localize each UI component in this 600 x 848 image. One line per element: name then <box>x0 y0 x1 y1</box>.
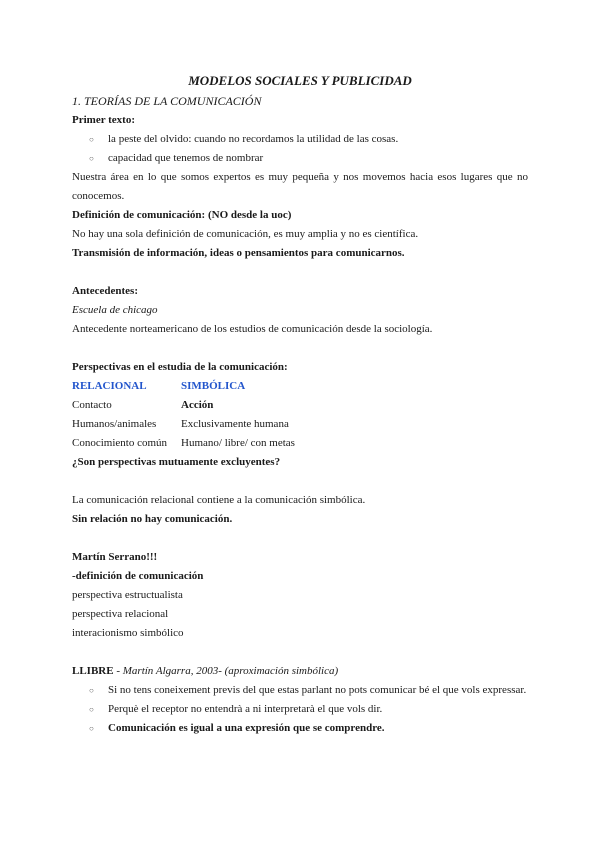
section-heading: 1. TEORÍAS DE LA COMUNICACIÓN <box>72 94 262 108</box>
escuela-chicago: Escuela de chicago <box>72 304 158 316</box>
circle-bullet-icon: ○ <box>89 724 94 733</box>
list-item: perspectiva relacional <box>72 608 169 620</box>
relacional-header: RELACIONAL <box>72 380 147 392</box>
relacional-contiene: La comunicación relacional contiene a la comunicación simbólica. <box>72 494 366 506</box>
llibre-line: LLIBRE - Martín Algarra, 2003- (aproximación simbólica) <box>72 665 339 677</box>
table-row: Humanos/animales Exclusivamente humana <box>72 418 289 430</box>
martin-serrano-definicion: -definición de comunicación <box>72 570 204 582</box>
list-item: interacionismo simbólico <box>72 627 184 639</box>
blank-line <box>72 643 528 662</box>
circle-bullet-icon: ○ <box>89 154 94 163</box>
llibre-list <box>72 681 528 738</box>
blank-line <box>72 529 528 548</box>
circle-bullet-icon: ○ <box>89 135 94 144</box>
circle-bullet-icon: ○ <box>89 705 94 714</box>
paragraph-area: Nuestra área en lo que somos expertos es muy pequeña y nos movemos hacia esos lugares que no conocemos. <box>72 171 528 202</box>
perspectivas-label: Perspectivas en el estudia de la comunicación: <box>72 361 288 373</box>
blank-line <box>72 263 528 282</box>
table-row: Contacto Acción <box>72 399 214 411</box>
perspectivas-question: ¿Son perspectivas mutuamente excluyentes? <box>72 456 281 468</box>
list-item: ○ Comunicación es igual a una expresión que se comprendre. <box>72 719 528 738</box>
simbolica-header: SIMBÓLICA <box>181 380 246 392</box>
martin-serrano-label: Martín Serrano!!! <box>72 551 158 563</box>
llibre-note: (aproximación simbólica) <box>221 665 339 677</box>
antecedentes-label: Antecedentes: <box>72 285 138 297</box>
list-item: ○ la peste del olvido: cuando no recordamos la utilidad de las cosas. <box>72 130 528 149</box>
blank-line <box>72 472 528 491</box>
llibre-author: Martín Algarra, 2003- <box>122 665 222 677</box>
table-row: Conocimiento común Humano/ libre/ con metas <box>72 437 295 449</box>
primer-texto-list <box>72 130 528 168</box>
perspectivas-header-row <box>72 377 528 396</box>
list-item: ○ Si no tens coneixement previs del que estas parlant no pots comunicar bé el que vols expressar. <box>72 681 528 700</box>
list-item: ○ Perquè el receptor no entendrà a ni interpretarà el que vols dir. <box>72 700 528 719</box>
transmision-text: Transmisión de información, ideas o pensamientos para comunicarnos. <box>72 247 405 259</box>
blank-line <box>72 339 528 358</box>
document-title: MODELOS SOCIALES Y PUBLICIDAD <box>188 73 412 88</box>
circle-bullet-icon: ○ <box>89 686 94 695</box>
llibre-label: LLIBRE <box>72 665 114 677</box>
list-item: ○ capacidad que tenemos de nombrar <box>72 149 528 168</box>
list-item: perspectiva estructualista <box>72 589 183 601</box>
antecedentes-text: Antecedente norteamericano de los estudios de comunicación desde la sociología. <box>72 323 433 335</box>
document-page <box>72 70 528 738</box>
definicion-label: Definición de comunicación: (NO desde la uoc) <box>72 209 292 221</box>
definicion-text: No hay una sola definición de comunicación, es muy amplia y no es científica. <box>72 228 419 240</box>
primer-texto-label: Primer texto: <box>72 114 136 126</box>
sin-relacion: Sin relación no hay comunicación. <box>72 513 233 525</box>
